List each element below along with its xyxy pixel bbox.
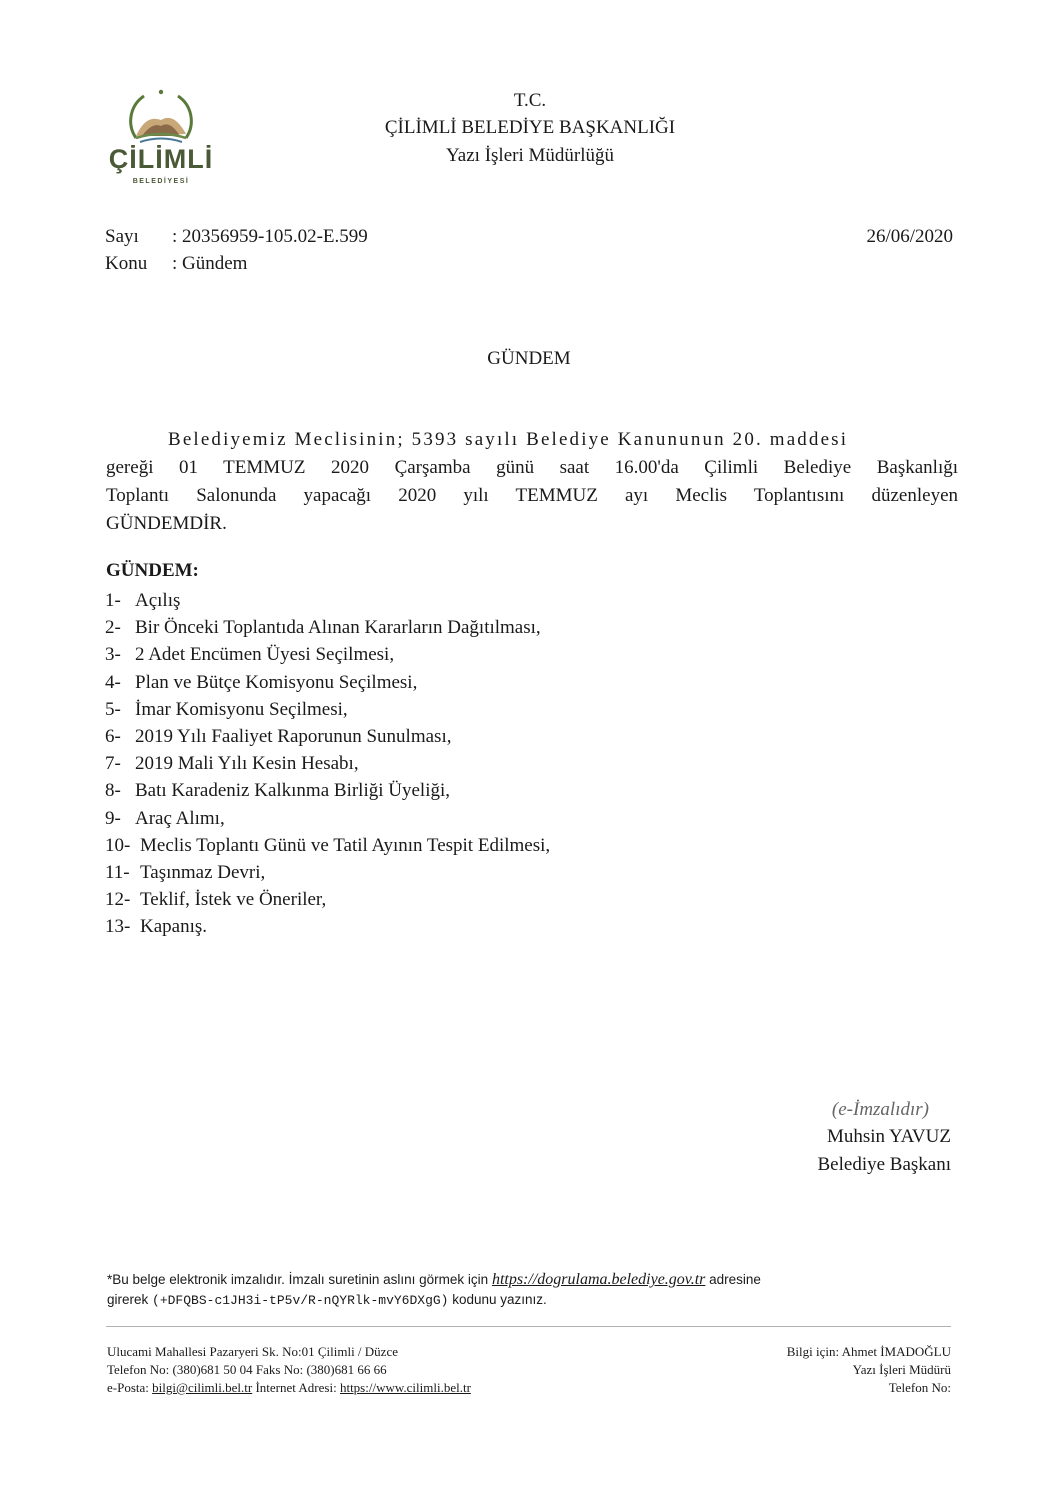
- agenda-item-number: 4-: [105, 671, 121, 693]
- konu-label: Konu: [105, 253, 148, 274]
- paragraph-line: GÜNDEMDİR.: [106, 513, 227, 534]
- header-line-department: Yazı İşleri Müdürlüğü: [445, 145, 614, 166]
- info-title: Yazı İşleri Müdürü: [852, 1362, 951, 1377]
- agenda-item: [105, 832, 550, 859]
- paragraph-line: gereği 01 TEMMUZ 2020 Çarşamba günü saat 16.00'da Çilimli Belediye Başkanlığı: [106, 457, 958, 478]
- website-link[interactable]: https://www.cilimli.bel.tr: [339, 1380, 471, 1395]
- footer-phone-fax: Telefon No: (380)681 50 04 Faks No: (380)681 66 66: [107, 1362, 387, 1377]
- agenda-item-number: 2-: [105, 617, 121, 639]
- agenda-item-text: Teklif, İstek ve Öneriler,: [140, 889, 327, 911]
- agenda-item-number: 1-: [105, 590, 121, 611]
- sayi-label: Sayı: [105, 226, 139, 247]
- document-title: GÜNDEM: [487, 348, 571, 369]
- agenda-item-text: Plan ve Bütçe Komisyonu Seçilmesi,: [135, 671, 418, 693]
- web-label: İnternet Adresi:: [255, 1380, 337, 1395]
- agenda-item-text: Kapanış.: [140, 916, 208, 938]
- footer-info: [787, 1343, 951, 1397]
- header-line-institution: ÇİLİMLİ BELEDİYE BAŞKANLIĞI: [384, 117, 676, 138]
- signatory-title: Belediye Başkanı: [817, 1154, 951, 1175]
- agenda-item-number: 10-: [105, 834, 131, 856]
- signatory-name: Muhsin YAVUZ: [826, 1126, 951, 1147]
- agenda-item-number: 12-: [105, 889, 131, 911]
- agenda-item: [105, 859, 550, 886]
- agenda-item-text: Batı Karadeniz Kalkınma Birliği Üyeliği,: [135, 780, 451, 802]
- note-prefix: *Bu belge elektronik imzalıdır. İmzalı suretinin aslını görmek için: [107, 1272, 489, 1287]
- note-middle: adresine: [709, 1272, 761, 1287]
- agenda-item-number: 9-: [105, 807, 121, 829]
- footer-address: Ulucami Mahallesi Pazaryeri Sk. No:01 Çilimli / Düzce: [107, 1344, 398, 1359]
- agenda-list: [105, 587, 550, 940]
- agenda-item: [105, 777, 550, 804]
- email-link[interactable]: bilgi@cilimli.bel.tr: [152, 1380, 253, 1395]
- konu-value: : Gündem: [172, 253, 248, 274]
- agenda-item: [105, 723, 550, 750]
- footer-email-web: [107, 1379, 471, 1397]
- verification-code: (+DFQBS-c1JH3i-tP5v/R-nQYRlk-mvY6DXgG): [152, 1293, 449, 1308]
- note-suffix: kodunu yazınız.: [452, 1292, 547, 1307]
- logo-subtitle: BELEDİYESİ: [132, 178, 190, 185]
- sayi-value: : 20356959-105.02-E.599: [172, 226, 368, 247]
- footer-divider: [106, 1326, 951, 1327]
- agenda-item-text: Taşınmaz Devri,: [140, 861, 266, 883]
- paragraph-line: Toplantı Salonunda yapacağı 2020 yılı TEMMUZ ayı Meclis Toplantısını düzenleyen: [106, 485, 958, 506]
- email-label: e-Posta:: [107, 1380, 149, 1395]
- logo-wordmark: ÇİLİMLİ: [108, 144, 214, 174]
- agenda-item-text: Açılış: [135, 590, 181, 611]
- paragraph-line: Belediyemiz Meclisinin; 5393 sayılı Belediye Kanununun 20. maddesi: [168, 429, 849, 450]
- header-line-tc: T.C.: [513, 90, 547, 111]
- agenda-item: [105, 587, 550, 614]
- agenda-item: [105, 696, 550, 723]
- verification-link[interactable]: https://dogrulama.belediye.gov.tr: [491, 1271, 706, 1288]
- agenda-item: [105, 913, 550, 940]
- info-contact: Bilgi için: Ahmet İMADOĞLU: [786, 1344, 951, 1359]
- body-paragraph: [106, 426, 958, 538]
- agenda-item-text: Araç Alımı,: [135, 807, 225, 829]
- agenda-item-number: 5-: [105, 698, 121, 720]
- agenda-item-number: 7-: [105, 753, 121, 775]
- agenda-item-text: Meclis Toplantı Günü ve Tatil Ayının Tespit Edilmesi,: [140, 834, 551, 856]
- agenda-title: GÜNDEM:: [106, 560, 199, 581]
- signature-status: (e-İmzalıdır): [831, 1099, 929, 1120]
- info-phone: Telefon No:: [888, 1380, 951, 1395]
- agenda-item: [105, 805, 550, 832]
- agenda-item-number: 13-: [105, 916, 131, 938]
- e-signature-note: [107, 1270, 867, 1311]
- footer-contact: [107, 1343, 471, 1397]
- agenda-item-text: İmar Komisyonu Seçilmesi,: [135, 698, 348, 720]
- agenda-item-text: 2019 Yılı Faaliyet Raporunun Sunulması,: [135, 725, 452, 747]
- agenda-item-number: 11-: [105, 861, 130, 883]
- document-date: 26/06/2020: [866, 226, 953, 247]
- agenda-item-number: 8-: [105, 780, 121, 802]
- agenda-item-text: 2 Adet Encümen Üyesi Seçilmesi,: [135, 644, 395, 666]
- agenda-item-number: 6-: [105, 725, 121, 747]
- agenda-item: [105, 750, 550, 777]
- agenda-item: [105, 886, 550, 913]
- agenda-item-text: Bir Önceki Toplantıda Alınan Kararların Dağıtılması,: [135, 617, 541, 639]
- note-line2-prefix: girerek: [107, 1292, 149, 1307]
- agenda-item: [105, 614, 550, 641]
- agenda-item: [105, 669, 550, 696]
- agenda-item-text: 2019 Mali Yılı Kesin Hesabı,: [135, 753, 359, 775]
- agenda-item: [105, 641, 550, 668]
- agenda-item-number: 3-: [105, 644, 121, 666]
